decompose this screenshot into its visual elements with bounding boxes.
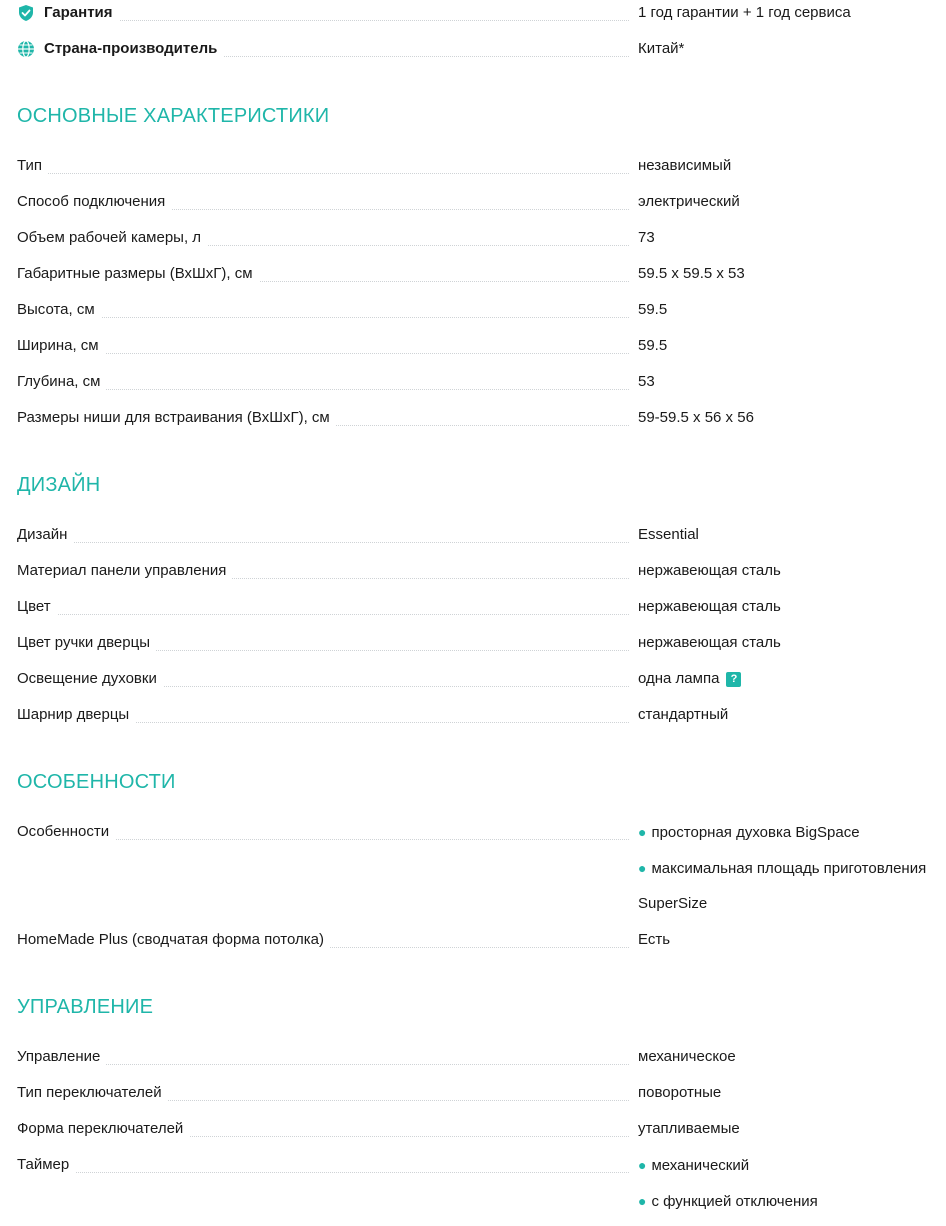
spec-label: Освещение духовки (17, 670, 163, 688)
spec-label: Таймер (17, 1156, 75, 1174)
spec-row (17, 562, 946, 598)
spec-value: 59.5 (638, 337, 668, 354)
spec-value (638, 823, 860, 842)
spec-value: 73 (638, 229, 655, 246)
spec-value: Essential (638, 526, 699, 543)
spec-row (17, 193, 946, 229)
bullet-text: просторная духовка BigSpace (651, 824, 860, 841)
bullet-text: максимальная площадь приготовления (651, 860, 927, 877)
spec-label: Ширина, см (17, 337, 105, 355)
spec-row (17, 706, 946, 742)
help-icon[interactable]: ? (726, 672, 741, 687)
spec-value: электрический (638, 193, 740, 210)
spec-row-warranty (17, 4, 946, 40)
spec-label: HomeMade Plus (сводчатая форма потолка) (17, 931, 330, 949)
dotted-leader (17, 614, 629, 615)
dotted-leader (17, 173, 629, 174)
spec-label: Глубина, см (17, 373, 106, 391)
dotted-leader (17, 317, 629, 318)
spec-value: Китай* (638, 40, 685, 57)
dotted-leader (17, 1172, 629, 1173)
spec-value: нержавеющая сталь (638, 598, 781, 615)
section-title-main: ОСНОВНЫЕ ХАРАКТЕРИСТИКИ (17, 105, 330, 127)
spec-row (17, 373, 946, 409)
spec-label: Цвет (17, 598, 57, 616)
bullet-icon: ● (638, 860, 647, 876)
spec-value: 59.5 (638, 301, 668, 318)
section-title-design: ДИЗАЙН (17, 474, 101, 496)
spec-row (17, 823, 946, 859)
spec-label: Тип (17, 157, 48, 175)
spec-row (17, 265, 946, 301)
spec-row (17, 670, 946, 706)
spec-value: 59-59.5 x 56 x 56 (638, 409, 754, 426)
spec-label: Шарнир дверцы (17, 706, 135, 724)
dotted-leader (17, 542, 629, 543)
spec-value: утапливаемые (638, 1120, 740, 1137)
spec-row (17, 1084, 946, 1120)
dotted-leader (17, 353, 629, 354)
spec-value-text: одна лампа (638, 670, 720, 687)
section-title-control: УПРАВЛЕНИЕ (17, 996, 154, 1018)
spec-row (17, 526, 946, 562)
spec-row (17, 598, 946, 634)
bullet-icon: ● (638, 1157, 647, 1173)
spec-value: нержавеющая сталь (638, 634, 781, 651)
spec-value: 59.5 x 59.5 x 53 (638, 265, 745, 282)
spec-value: нержавеющая сталь (638, 562, 781, 579)
bullet-icon: ● (638, 824, 647, 840)
spec-value: стандартный (638, 706, 729, 723)
spec-label: Габаритные размеры (ВхШхГ), см (17, 265, 259, 283)
spec-label: Цвет ручки дверцы (17, 634, 156, 652)
spec-row (17, 229, 946, 265)
spec-row (17, 1156, 946, 1192)
spec-label: Высота, см (17, 301, 101, 319)
spec-label: Объем рабочей камеры, л (17, 229, 207, 247)
spec-label: Тип переключателей (17, 1084, 168, 1102)
bullet-text: механический (651, 1157, 750, 1174)
spec-label: Управление (17, 1048, 106, 1066)
spec-row (17, 409, 946, 445)
spec-value: независимый (638, 157, 732, 174)
spec-value-bullet (638, 859, 926, 878)
spec-row (17, 931, 946, 967)
spec-value: 53 (638, 373, 655, 390)
globe-icon (17, 40, 35, 58)
spec-row-country (17, 40, 946, 76)
spec-label: Размеры ниши для встраивания (ВхШхГ), см (17, 409, 336, 427)
spec-label: Способ подключения (17, 193, 171, 211)
spec-label: Форма переключателей (17, 1120, 189, 1138)
bullet-icon: ● (638, 1193, 647, 1209)
dotted-leader (17, 389, 629, 390)
spec-label: Страна-производитель (17, 40, 223, 58)
spec-value: механическое (638, 1048, 736, 1065)
spec-value-continuation: SuperSize (638, 895, 708, 912)
spec-row (17, 634, 946, 670)
spec-row (17, 301, 946, 337)
section-title-features: ОСОБЕННОСТИ (17, 771, 176, 793)
spec-value: 1 год гарантии + 1 год сервиса (638, 4, 851, 21)
spec-value: поворотные (638, 1084, 722, 1101)
spec-value: Есть (638, 931, 671, 948)
bullet-text: с функцией отключения (651, 1193, 818, 1210)
spec-label: Гарантия (17, 4, 119, 22)
spec-row (17, 1120, 946, 1156)
spec-value (638, 1156, 749, 1175)
spec-label: Особенности (17, 823, 115, 841)
spec-row (17, 1048, 946, 1084)
shield-check-icon (17, 4, 35, 22)
spec-row (17, 337, 946, 373)
spec-value (638, 670, 741, 688)
spec-row (17, 157, 946, 193)
dotted-leader (17, 1064, 629, 1065)
spec-label: Материал панели управления (17, 562, 232, 580)
spec-value-bullet (638, 1192, 818, 1211)
spec-label: Дизайн (17, 526, 73, 544)
